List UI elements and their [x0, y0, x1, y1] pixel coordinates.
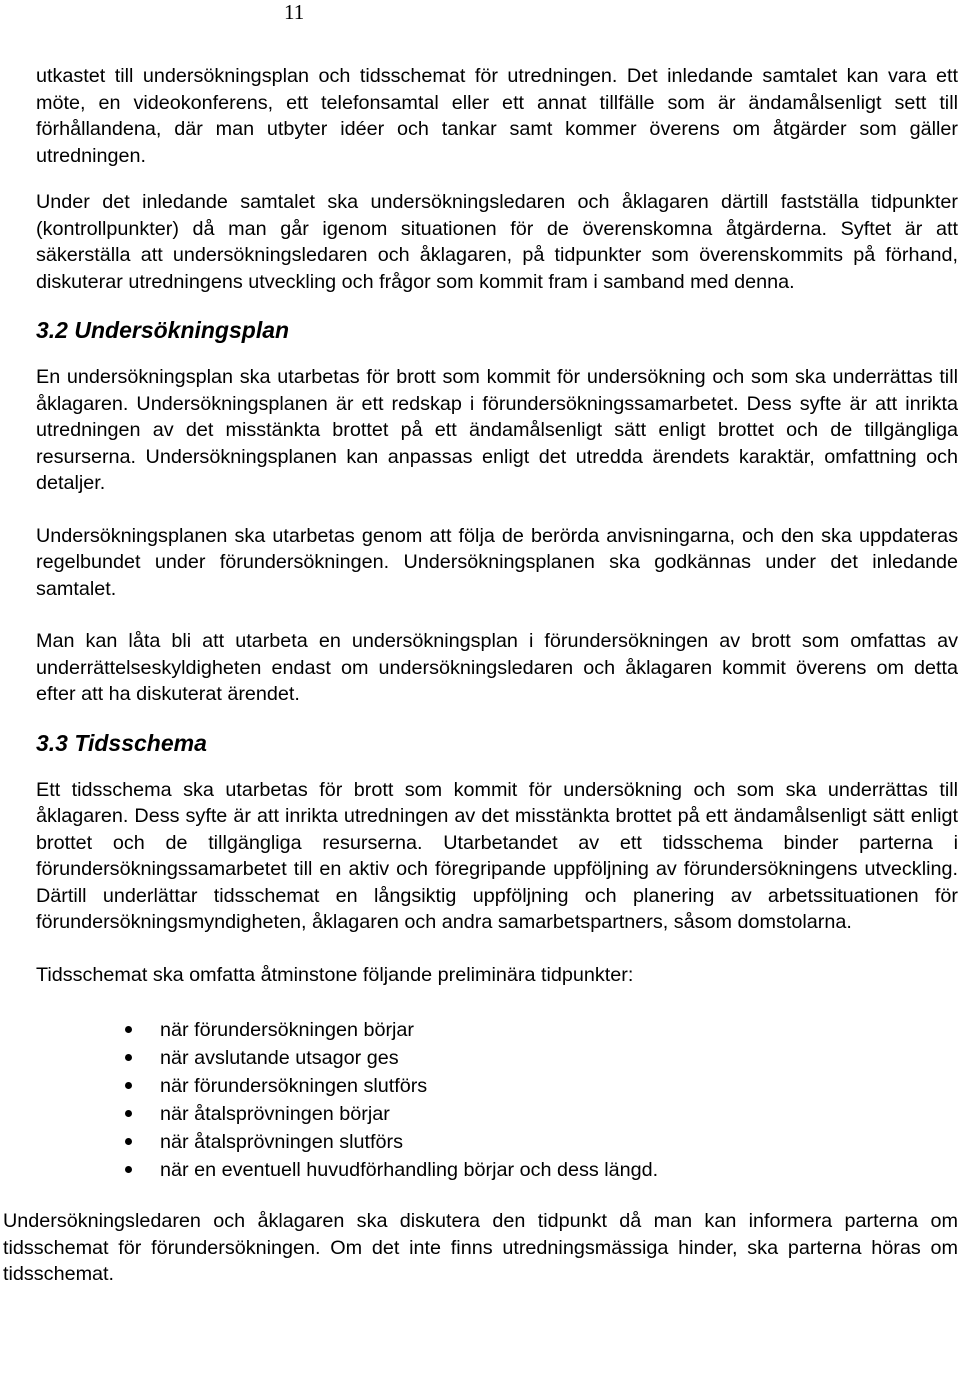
paragraph-schedule-parties: Undersökningsledaren och åklagaren ska diskutera den tidpunkt då man kan informera parterna om tidsschemat för förundersökningen. Om det inte finns utredningsmässiga hinder, ska parterna höras om tidsschemat. — [3, 1210, 958, 1285]
page-number: 11 — [284, 0, 305, 24]
list-item: när åtalsprövningen slutförs — [36, 1128, 958, 1156]
section-heading-tidsschema: 3.3 Tidsschema — [36, 729, 207, 756]
bullet-icon — [125, 1026, 132, 1033]
bullet-icon — [125, 1110, 132, 1117]
paragraph-intro: utkastet till undersökningsplan och tidsschemat för utredningen. Det inledande samtalet kan vara ett möte, en videokonferens, ett telefonsamtal eller ett annat tillfälle som är ändamålsenligt sett till förhållandena, där man utbyter idéer och tankar samt kommer överens om åtgärder som gäller utredningen. — [36, 65, 958, 167]
list-item: när förundersökningen slutförs — [36, 1072, 958, 1100]
bullet-icon — [125, 1054, 132, 1061]
list-item: när en eventuell huvudförhandling börjar och dess längd. — [36, 1156, 958, 1184]
paragraph-plan-purpose: En undersökningsplan ska utarbetas för brott som kommit för undersökning och som ska underrättas till åklagaren. Undersökningsplanen är ett redskap i förundersökningssamarbetet. Dess syfte är att inrikta utredningen av det misstänkta brottet på ett ändamålsenligt sätt enligt brottet och de tillgängliga resurserna. Undersökningsplanen kan anpassas enligt det utredda ärendets karaktär, omfattning och detaljer. — [36, 366, 958, 494]
paragraph-plan-update: Undersökningsplanen ska utarbetas genom att följa de berörda anvisningarna, och den ska uppdateras regelbundet under förundersökningen. Undersökningsplanen ska godkännas under det inledande samtalet. — [36, 524, 958, 600]
list-item: när förundersökningen börjar — [36, 1016, 958, 1044]
bullet-icon — [125, 1166, 132, 1173]
paragraph-checkpoints: Under det inledande samtalet ska undersökningsledaren och åklagaren därtill fastställa tidpunkter (kontrollpunkter) då man går igenom situationen för de överenskomna åtgärderna. Syftet är att säkerställa att undersökningsledaren och åklagaren, på tidpunkter som överenskommits på förhand, diskuterar utredningens utveckling och frågor som kommit fram i samband med denna. — [36, 191, 958, 293]
list-item: när åtalsprövningen börjar — [36, 1100, 958, 1128]
paragraph-schedule-intro: Tidsschemat ska omfatta åtminstone följande preliminära tidpunkter: — [36, 963, 634, 986]
paragraph-schedule-purpose: Ett tidsschema ska utarbetas för brott som kommit för undersökning och som ska underrättas till åklagaren. Dess syfte är att inrikta utredningen av det misstänkta brottet på ett ändamålsenligt sätt enligt brottet och de tillgängliga resurserna. Utarbetandet av ett tidsschema binder parterna i förundersökningssamarbetet till en aktiv och föregripande uppföljning av förundersökningens utveckling. Därtill underlättar tidsschemat en långsiktig uppföljning och planering av arbetssituationen för förundersökningsmyndigheten, åklagaren och andra samarbetspartners, såsom domstolarna. — [36, 778, 958, 933]
document-body — [3, 63, 958, 1288]
paragraph-plan-exception: Man kan låta bli att utarbeta en undersökningsplan i förundersökningen av brott som omfattas av underrättelseskyldigheten endast om undersökningsledaren och åklagaren kommit överens om detta efter att ha diskuterat ärendet. — [36, 630, 958, 705]
schedule-bullet-list — [36, 1016, 958, 1184]
section-heading-undersokningsplan: 3.2 Undersökningsplan — [36, 317, 290, 343]
bullet-icon — [125, 1082, 132, 1089]
list-item: när avslutande utsagor ges — [36, 1044, 958, 1072]
bullet-icon — [125, 1138, 132, 1145]
